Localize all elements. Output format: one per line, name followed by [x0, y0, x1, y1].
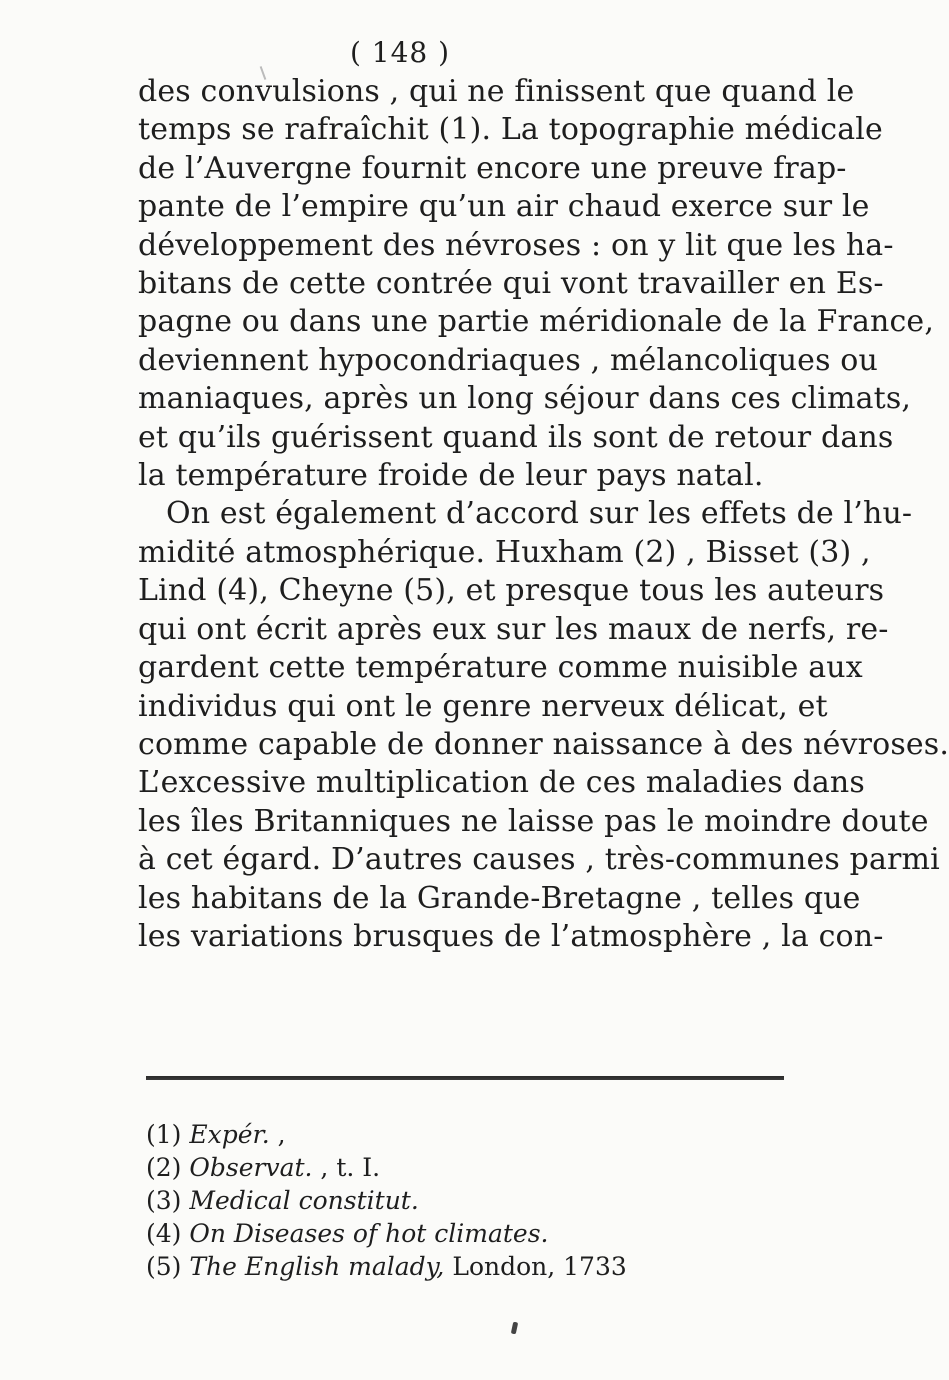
footnotes: [146, 1118, 746, 1283]
text-line: pagne ou dans une partie méridionale de la France,: [138, 304, 935, 340]
text-line: comme capable de donner naissance à des névroses.: [138, 726, 949, 762]
text-line: bitans de cette contrée qui vont travailler en Es-: [138, 266, 884, 302]
text-line: deviennent hypocondriaques , mélancoliques ou: [138, 342, 878, 378]
footnote-number: (2): [146, 1153, 182, 1182]
footnote-rest: , t. I.: [312, 1153, 381, 1182]
footnote-rest: London, 1733: [444, 1252, 627, 1281]
text-line: maniaques, après un long séjour dans ces climats,: [138, 381, 912, 417]
text-line: Lind (4), Cheyne (5), et presque tous les auteurs: [138, 573, 885, 609]
footnote: [146, 1250, 746, 1283]
text-line: les îles Britanniques ne laisse pas le moindre doute: [138, 803, 929, 839]
footnote-number: (1): [146, 1120, 182, 1149]
text-line: les habitans de la Grande-Bretagne , telles que: [138, 880, 861, 916]
main-text: [138, 73, 949, 956]
footnote-title: Observat.: [189, 1153, 313, 1182]
text-line: à cet égard. D’autres causes , très-communes parmi: [138, 842, 940, 878]
footnote-title: The English malady,: [189, 1252, 445, 1281]
text-line: pante de l’empire qu’un air chaud exerce sur le: [138, 189, 870, 225]
ink-blot: [511, 1322, 518, 1335]
footnote-divider: [146, 1076, 784, 1080]
text-line: gardent cette température comme nuisible aux: [138, 650, 863, 686]
footnote-number: (4): [146, 1219, 182, 1248]
text-line: développement des névroses : on y lit que les ha-: [138, 227, 894, 263]
footnote-title: Expér.: [189, 1120, 270, 1149]
footnote: [146, 1184, 746, 1217]
text-line: individus qui ont le genre nerveux délicat, et: [138, 688, 828, 724]
footnote-number: (5): [146, 1252, 182, 1281]
text-line: de l’Auvergne fournit encore une preuve frap-: [138, 150, 847, 186]
text-line: la température froide de leur pays natal.: [138, 458, 764, 494]
text-line: des convulsions , qui ne finissent que quand le: [138, 74, 855, 109]
text-line-paragraph-start: On est également d’accord sur les effets de l’hu-: [166, 496, 913, 532]
footnote-title: Medical constitut.: [189, 1186, 419, 1215]
text-line: qui ont écrit après eux sur les maux de nerfs, re-: [138, 611, 889, 647]
text-line: L’excessive multiplication de ces maladies dans: [138, 765, 865, 801]
text-line: les variations brusques de l’atmosphère , la con-: [138, 918, 884, 954]
text-line: et qu’ils guérissent quand ils sont de retour dans: [138, 419, 894, 455]
footnote: [146, 1118, 746, 1151]
footnote-title: On Diseases of hot climates.: [189, 1219, 549, 1248]
footnote: [146, 1151, 746, 1184]
text-line: midité atmosphérique. Huxham (2) , Bisset (3) ,: [138, 534, 871, 570]
footnote-number: (3): [146, 1186, 182, 1215]
footnote-rest: ,: [269, 1120, 286, 1149]
page-number: ( 148 ): [349, 36, 451, 69]
footnote: [146, 1217, 746, 1250]
text-line: temps se rafraîchit (1). La topographie médicale: [138, 112, 883, 148]
